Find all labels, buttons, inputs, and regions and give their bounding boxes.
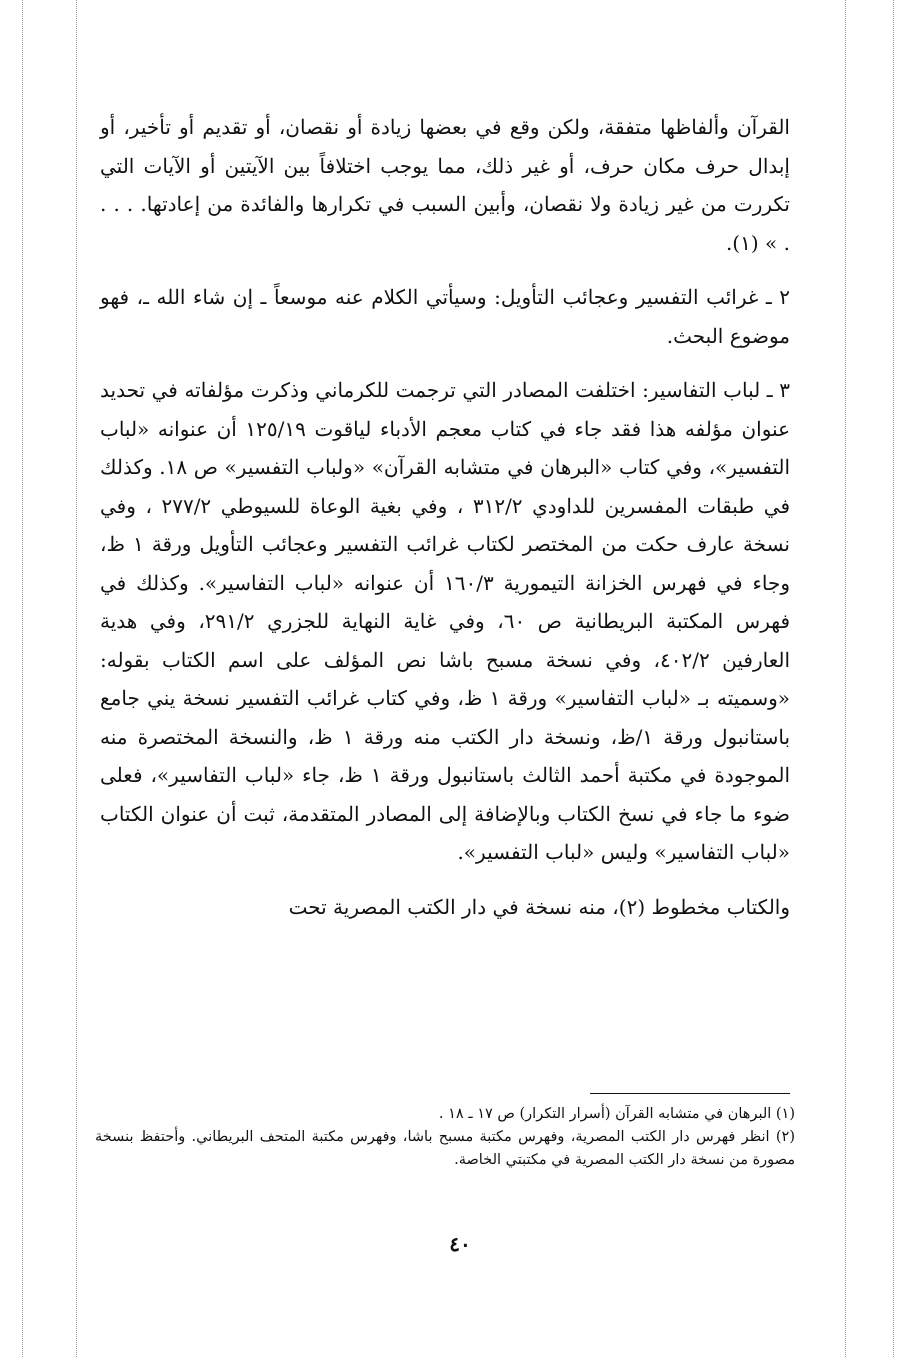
right-margin-dotted-line [845, 0, 846, 1357]
paragraph-item-2: ٢ ـ غرائب التفسير وعجائب التأويل: وسيأتي الكلام عنه موسعاً ـ إن شاء الله ـ، فهو موضوع البحث. [100, 285, 790, 348]
paragraph-manuscript: والكتاب مخطوط (٢)، منه نسخة في دار الكتب المصرية تحت [288, 894, 790, 919]
footnote-1: (١) البرهان في متشابه القرآن (أسرار التكرار) ص ١٧ ـ ١٨ . [438, 1106, 795, 1122]
paragraph-intro: القرآن وألفاظها متفقة، ولكن وقع في بعضها زيادة أو نقصان، أو تقديم أو تأخير، أو إبدال حرف مكان حرف، أو غير ذلك، مما يوجب اختلافاً بين الآيتين أو الآيات التي تكررت من غير زيادة ولا نقصان، وأبين السبب في تكرارها والفائدة من إعادتها. . . . . » (١). [100, 115, 790, 255]
left-edge-dotted-line [22, 0, 23, 1357]
footnote-2: (٢) انظر فهرس دار الكتب المصرية، وفهرس مكتبة مسبح باشا، وفهرس مكتبة المتحف البريطاني. وأحتفظ بنسخة مصورة من نسخة دار الكتب المصرية في مكتبتي الخاصة. [95, 1129, 795, 1168]
left-margin-dotted-line [76, 0, 77, 1357]
right-edge-dotted-line [893, 0, 894, 1357]
page-number: ٤٠ [449, 1232, 471, 1256]
page-body [100, 108, 790, 926]
paragraph-item-3: ٣ ـ لباب التفاسير: اختلفت المصادر التي ترجمت للكرماني وذكرت مؤلفاته في تحديد عنوان مؤلفه هذا فقد جاء في كتاب معجم الأدباء لياقوت ١٢٥/١٩ أن عنوانه «لباب التفسير»، وفي كتاب «البرهان في متشابه القرآن» «ولباب التفسير» ص ١٨. وكذلك في طبقات المفسرين للداودي ٣١٢/٢ ، وفي بغية الوعاة للسيوطي ٢٧٧/٢ ، وفي نسخة عارف حكت من المختصر لكتاب غرائب التفسير وعجائب التأويل ورقة ١ ظ، وجاء في فهرس الخزانة التيمورية ١٦٠/٣ أن عنوانه «لباب التفاسير». وكذلك في فهرس المكتبة البريطانية ص ٦٠، وفي غاية النهاية للجزري ٢٩١/٢، وفي هدية العارفين ٤٠٢/٢، وفي نسخة مسبح باشا نص المؤلف على اسم الكتاب بقوله: «وسميته بـ «لباب التفاسير» ورقة ١ ظ، وفي كتاب غرائب التفسير نسخة يني جامع باستانبول ورقة ١/ظ، ونسخة دار الكتب منه ورقة ١ ظ، والنسخة المختصرة منه الموجودة في مكتبة أحمد الثالث باستانبول ورقة ١ ظ، جاء «لباب التفاسير»، فعلى ضوء ما جاء في نسخ الكتاب وبالإضافة إلى المصادر المتقدمة، ثبت أن عنوان الكتاب «لباب التفاسير» وليس «لباب التفسير». [100, 378, 791, 864]
footnotes [95, 1103, 795, 1172]
footnote-separator [590, 1093, 790, 1094]
